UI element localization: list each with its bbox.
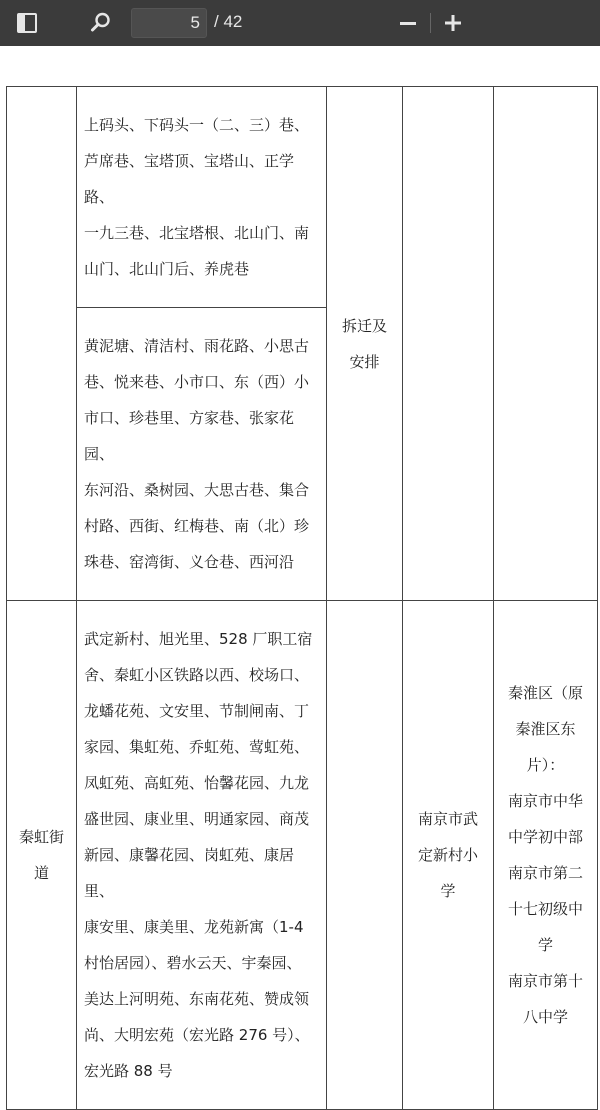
minus-icon[interactable] <box>398 12 418 34</box>
note-cell <box>327 87 403 601</box>
middle-school-names: 秦淮区（原 秦淮区东 片）： 南京市中华 中学初中部 南京市第二 十七初级中 学 南京市第十 八中学 <box>507 684 583 1026</box>
note-text: 拆迁及 安排 <box>341 316 387 371</box>
residential-area-text: 上码头、下码头一（二、三）巷、 芦席巷、宝塔顶、宝塔山、正学路、 一九三巷、北宝塔根、北山门、南 山门、北山门后、养虎巷 <box>84 116 310 278</box>
page-total-label: / 42 <box>214 12 243 31</box>
primary-school-cell-empty <box>403 87 494 601</box>
pdf-toolbar <box>0 0 600 46</box>
primary-school-name: 南京市武 定新村小 学 <box>417 810 478 900</box>
table-row <box>7 87 598 308</box>
residential-area-list <box>77 601 327 1110</box>
sidebar-toggle-icon[interactable] <box>16 12 38 34</box>
residential-area-text: 黄泥塘、清洁村、雨花路、小思古 巷、悦来巷、小市口、东（西）小 市口、珍巷里、方家巷、张家花园、 东河沿、桑树园、大思古巷、集合 村路、西街、红梅巷、南（北）珍 珠巷、窑湾街、义仓巷、西河沿 <box>84 337 310 571</box>
street-cell <box>7 601 77 1110</box>
middle-school-cell <box>494 601 598 1110</box>
note-cell-empty <box>327 601 403 1110</box>
residential-area-text: 武定新村、旭光里、528 厂职工宿 舍、秦虹小区铁路以西、校场口、 龙蟠花苑、文安里、节制闸南、丁 家园、集虹苑、乔虹苑、莺虹苑、 凤虹苑、高虹苑、怡馨花园、九龙 盛世园、康业里、明通家园、商茂 新园、康馨花园、岗虹苑、康居里、 康安里、康美里、龙苑新寓（1-4 村怡居园）、碧水云天、宇秦园、 美达上河明苑、东南花苑、赞成领 尚、大明宏苑（宏光路 276 号）、 宏光路 88 号 <box>84 630 313 1080</box>
page-number-input[interactable]: 5 <box>131 8 207 38</box>
residential-area-list <box>77 308 327 601</box>
document-page <box>0 46 600 1080</box>
search-icon[interactable] <box>90 11 112 33</box>
toolbar-separator <box>430 13 431 33</box>
middle-school-cell-empty <box>494 87 598 601</box>
street-cell-empty <box>7 87 77 601</box>
street-name: 秦虹街 道 <box>18 828 64 882</box>
school-district-table <box>6 86 598 1110</box>
residential-area-list <box>77 87 327 308</box>
primary-school-cell <box>403 601 494 1110</box>
table-row <box>7 601 598 1110</box>
plus-icon[interactable] <box>442 12 464 34</box>
